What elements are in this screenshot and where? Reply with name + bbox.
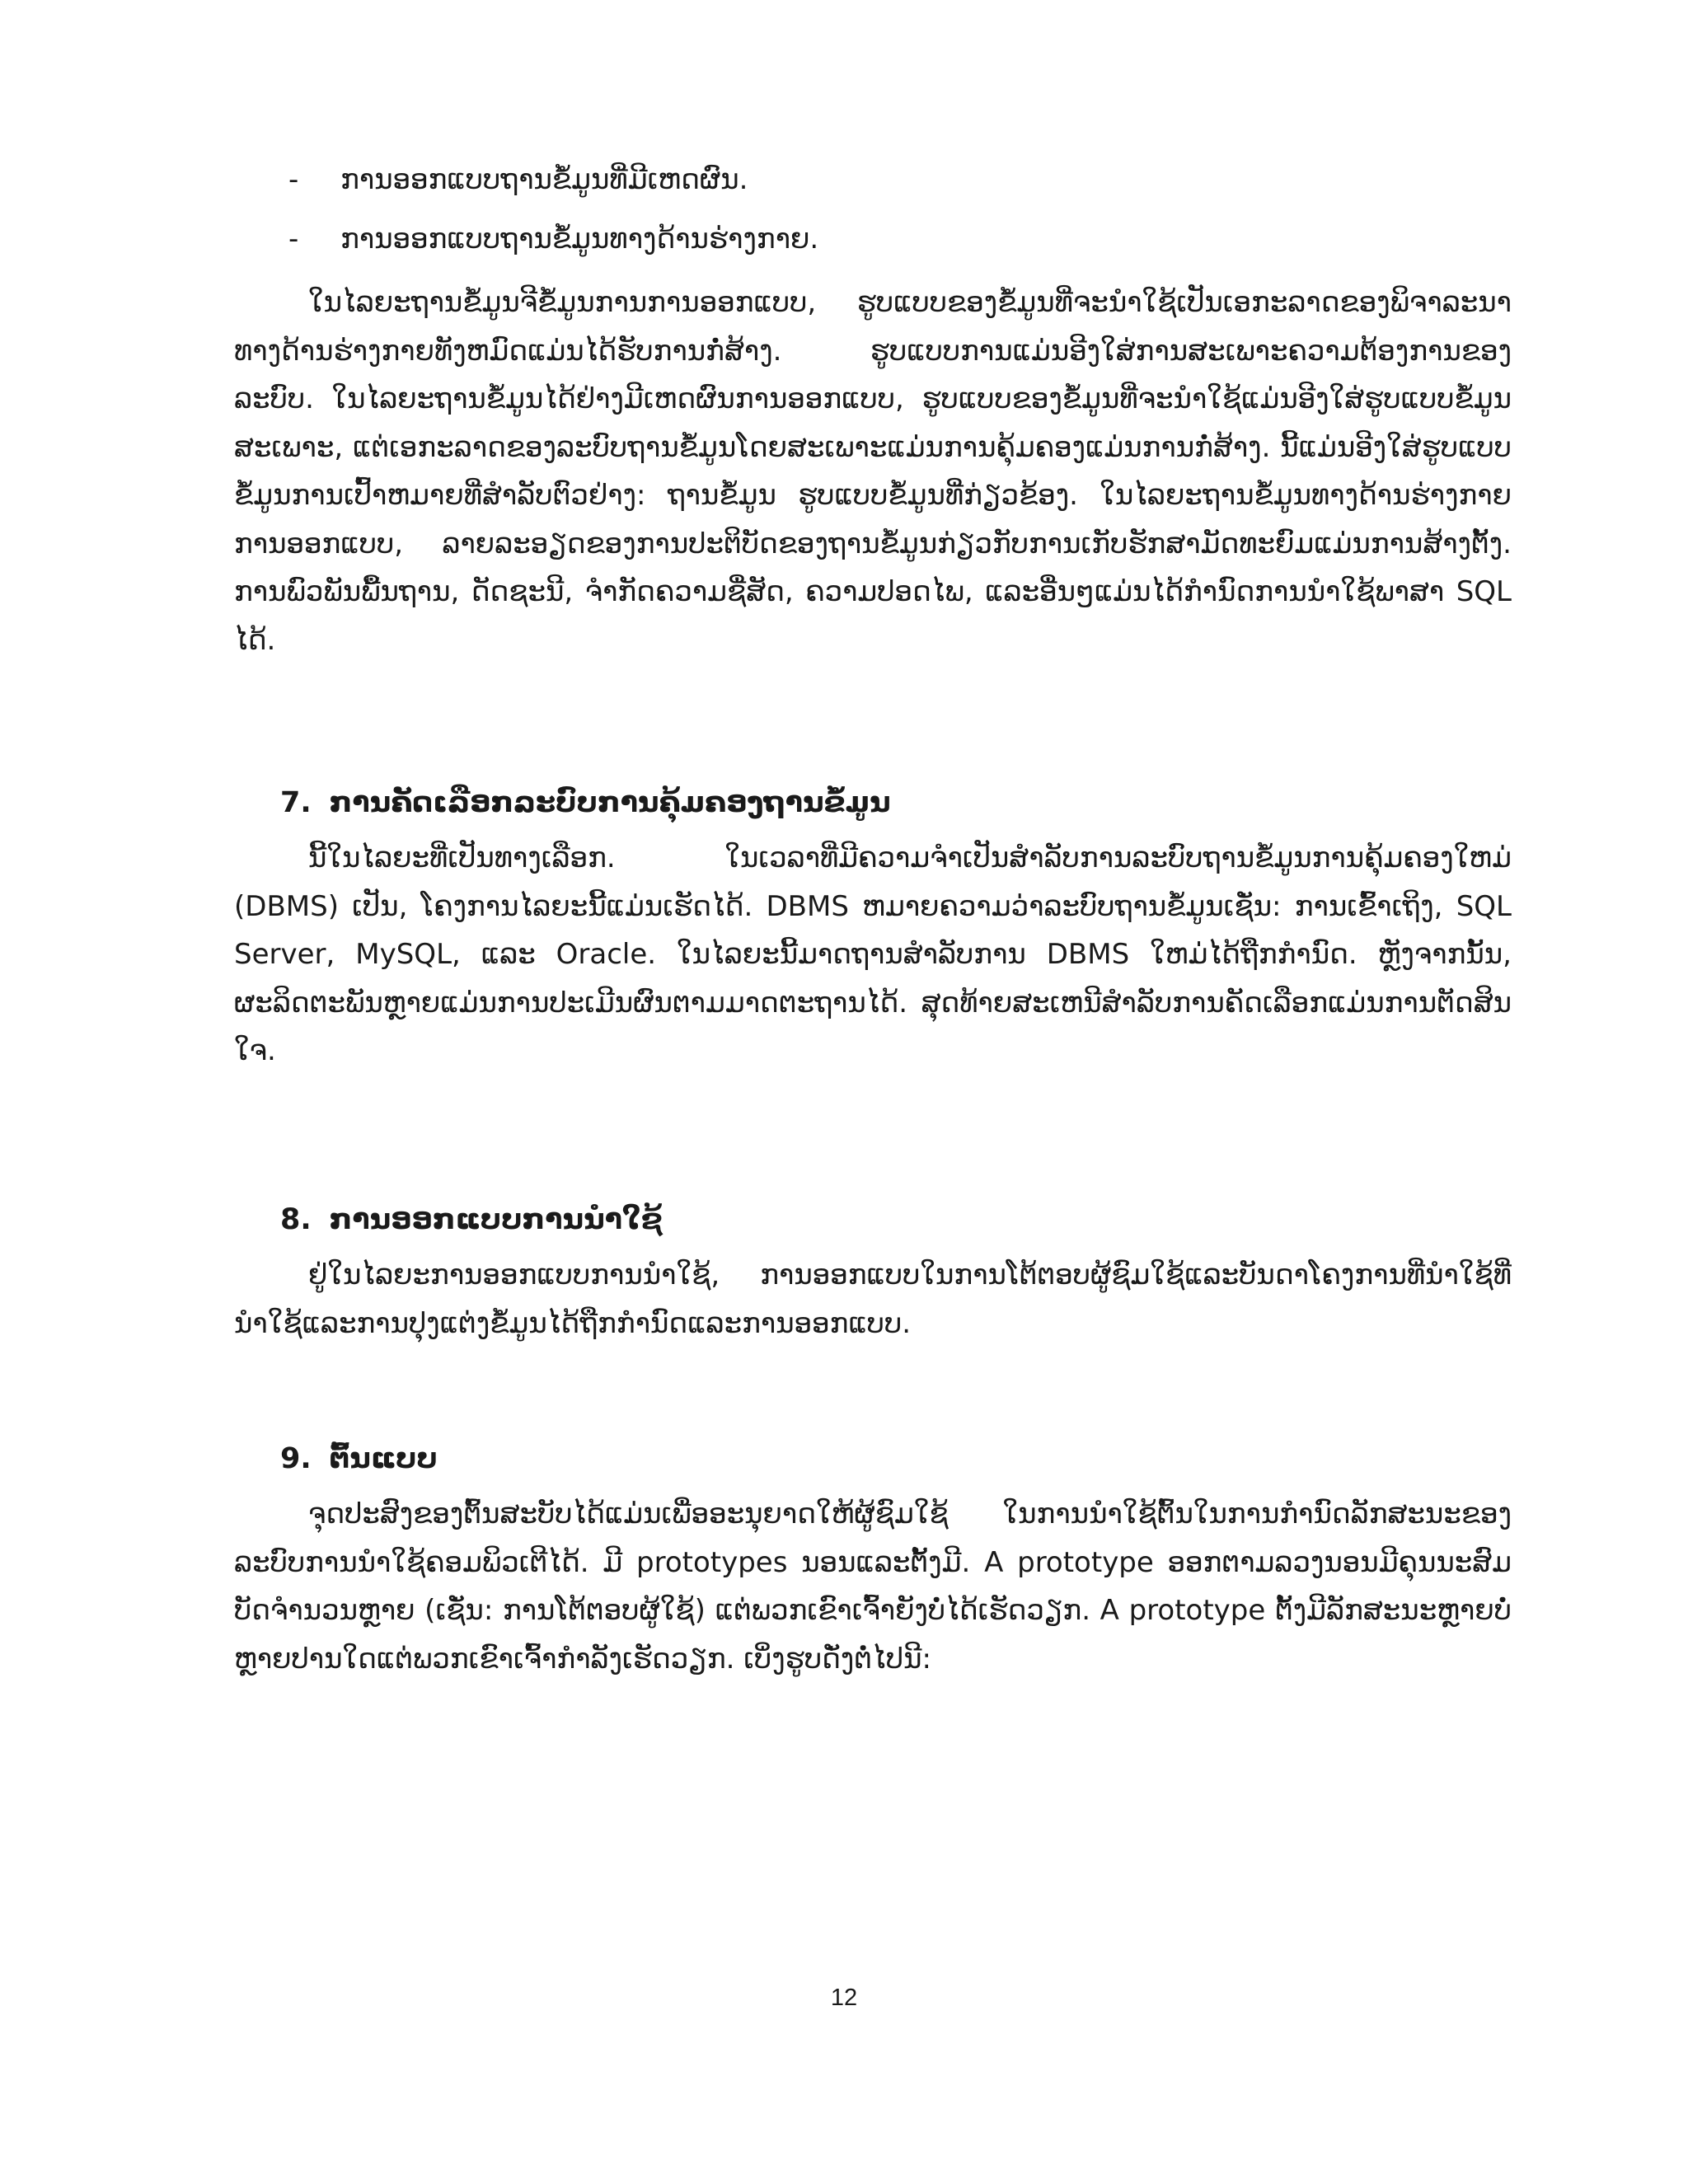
bullet-item bbox=[288, 221, 818, 257]
section-number: 9. bbox=[280, 1442, 312, 1475]
section-heading-8 bbox=[280, 1202, 663, 1238]
bullet-text: ການອອກແບບຖານຂໍ້ມູນທີ່ມີເຫດຜົນ. bbox=[340, 163, 748, 196]
paragraph-application-design bbox=[234, 1251, 1512, 1347]
section-heading-9 bbox=[280, 1441, 438, 1477]
paragraph-text: ຢູ່ໃນໄລຍະການອອກແບບການນໍາໃຊ້, ການອອກແບບໃນການໂຕ້ຕອບຜູ້ຊົມໃຊ້ແລະບັນດາໂຄງການທີ່ນໍາໃຊ້ທີ່ນໍາໃຊ້ແລະການປຸງແຕ່ງຂໍ້ມູນໄດ້ຖືກກໍານົດແລະການອອກແບບ. bbox=[234, 1258, 1512, 1340]
section-number: 7. bbox=[280, 786, 312, 819]
bullet-text: ການອອກແບບຖານຂໍ້ມູນທາງດ້ານຮ່າງກາຍ. bbox=[340, 223, 819, 255]
paragraph-text: ຈຸດປະສົງຂອງຕົ້ນສະບັບໄດ້ແມ່ນເພື່ອອະນຸຍາດໃຫ້ຜູ້ຊົມໃຊ້ ໃນການນໍາໃຊ້ຕົ້ນໃນການກໍານົດລັກສະນະຂອງລະບົບການນໍາໃຊ້ຄອມພິວເຕີໄດ້. ມີ prototypes ນອນແລະຕັ້ງມີ. A prototype ອອກຕາມລວງນອນມີຄຸນນະສົມບັດຈໍານວນຫຼາຍ (ເຊັ່ນ: ການໂຕ້ຕອບຜູ້ໃຊ້) ແຕ່ພວກເຂົາເຈົ້າຍັງບໍ່ໄດ້ເຮັດວຽກ. A prototype ຕັ້ງມີລັກສະນະຫຼາຍບໍ່ຫຼາຍປານໃດແຕ່ພວກເຂົາເຈົ້າກໍາລັງເຮັດວຽກ. ເບິ່ງຮູບດັ່ງຕໍ່ໄປນີ: bbox=[234, 1497, 1512, 1675]
section-heading-7 bbox=[280, 785, 891, 821]
paragraph-design-phases bbox=[234, 279, 1512, 664]
paragraph-text: ໃນໄລຍະຖານຂໍ້ມູນຈີຂໍ້ມູນການການອອກແບບ, ຮູບແບບຂອງຂໍ້ມູນທີ່ຈະນໍາໃຊ້ເປັນເອກະລາດຂອງພິຈາລະນາທາງດ້ານຮ່າງກາຍທັງຫມົດແມ່ນໄດ້ຮັບການກໍ່ສ້າງ. ຮູບແບບການແມ່ນອີງໃສ່ການສະເພາະຄວາມຕ້ອງການຂອງລະບົບ. ໃນໄລຍະຖານຂໍ້ມູນໄດ້ຢ່າງມີເຫດຜົນການອອກແບບ, ຮູບແບບຂອງຂໍ້ມູນທີ່ຈະນໍາໃຊ້ແມ່ນອີງໃສ່ຮູບແບບຂໍ້ມູນສະເພາະ, ແຕ່ເອກະລາດຂອງລະບົບຖານຂໍ້ມູນໂດຍສະເພາະແມ່ນການຄຸ້ມຄອງແມ່ນການກໍ່ສ້າງ. ນີ້ແມ່ນອີງໃສ່ຮູບແບບຂໍ້ມູນການເປົ້າຫມາຍທີ່ສໍາລັບຕົວຢ່າງ: ຖານຂໍ້ມູນ ຮູບແບບຂໍ້ມູນທີ່ກ່ຽວຂ້ອງ. ໃນໄລຍະຖານຂໍ້ມູນທາງດ້ານຮ່າງກາຍການອອກແບບ, ລາຍລະອຽດຂອງການປະຕິບັດຂອງຖານຂໍ້ມູນກ່ຽວກັບການເກັບຮັກສາມັດທະຍົມແມ່ນການສ້າງຕັ້ງ. ການພົວພັນພື້ນຖານ, ດັດຊະນີ, ຈໍາກັດຄວາມຊື່ສັດ, ຄວາມປອດໄພ, ແລະອື່ນໆແມ່ນໄດ້ກໍານົດການນໍາໃຊ້ພາສາ SQL ໄດ້. bbox=[234, 286, 1512, 657]
page-number: 12 bbox=[830, 1985, 858, 2011]
bullet-marker: - bbox=[288, 163, 299, 196]
section-number: 8. bbox=[280, 1203, 312, 1236]
paragraph-prototyping bbox=[234, 1490, 1512, 1683]
bullet-marker: - bbox=[288, 223, 299, 255]
section-title: ການຄັດເລືອກລະບົບການຄຸ້ມຄອງຖານຂໍ້ມູນ bbox=[329, 786, 891, 819]
paragraph-dbms-selection bbox=[234, 834, 1512, 1076]
section-title: ການອອກແບບການນໍາໃຊ້ bbox=[329, 1203, 663, 1236]
bullet-item bbox=[288, 162, 748, 198]
paragraph-text: ນີ້ໃນໄລຍະທີ່ເປັນທາງເລືອກ. ໃນເວລາທີ່ມີຄວາມຈໍາເປັນສໍາລັບການລະບົບຖານຂໍ້ມູນການຄຸ້ມຄອງໃຫມ່ (DBMS) ເປັນ, ໂຄງການໄລຍະນີ້ແມ່ນເຮັດໄດ້. DBMS ຫມາຍຄວາມວ່າລະບົບຖານຂໍ້ມູນເຊັ່ນ: ການເຂົ້າເຖິງ, SQL Server, MySQL, ແລະ Oracle. ໃນໄລຍະນີ້ມາດຖານສໍາລັບການ DBMS ໃຫມ່ໄດ້ຖືກກໍານົດ. ຫຼັງຈາກນັ້ນ, ຜະລິດຕະພັນຫຼາຍແມ່ນການປະເມີນຜົນຕາມມາດຕະຖານໄດ້. ສຸດທ້າຍສະເຫນີສໍາລັບການຄັດເລືອກແມ່ນການຕັດສິນໃຈ. bbox=[234, 841, 1512, 1067]
section-title: ຕົ້ນແບບ bbox=[329, 1442, 438, 1475]
